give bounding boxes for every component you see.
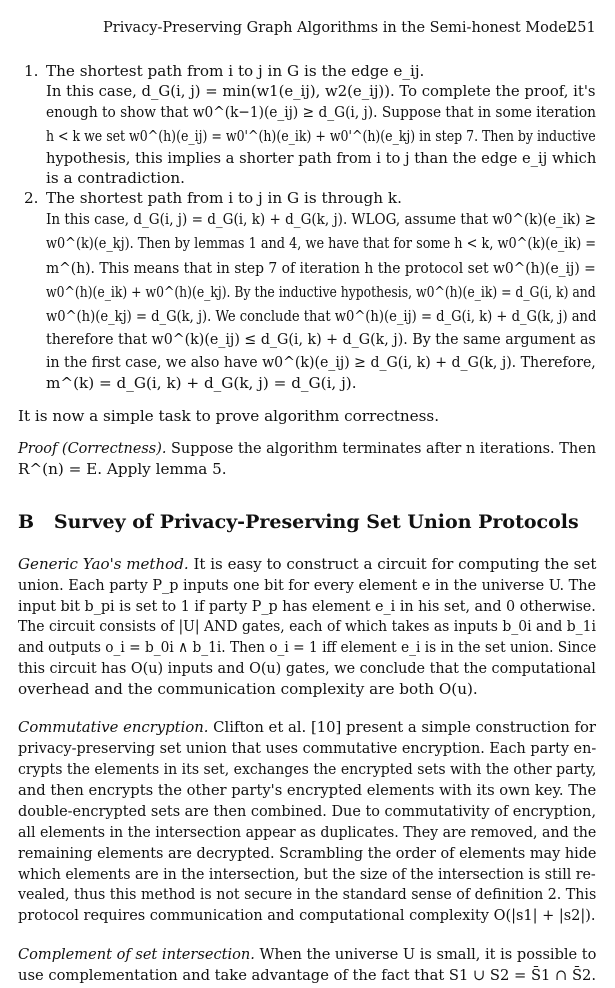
paragraph-lead: Generic Yao's method. xyxy=(18,555,189,573)
paragraph-line: union. Each party P_p inputs one bit for every element e in the universe U. The xyxy=(18,576,597,594)
item-line: w0^(k)(e_kj). Then by lemmas 1 and 4, we have that for some h < k, w0^(k)(e_ik) = xyxy=(46,234,597,252)
page-number: 251 xyxy=(568,20,596,36)
paragraph-line: and then encrypts the other party's encrypted elements with its own key. The xyxy=(18,781,597,799)
paragraph-line: which elements are in the intersection, but the size of the intersection is still re- xyxy=(18,865,596,883)
item-line: In this case, d_G(i, j) = min(w1(e_ij), w2(e_ij)). To complete the proof, it's xyxy=(46,82,596,100)
item-number: 1. xyxy=(24,62,39,80)
item-line: m^(k) = d_G(i, k) + d_G(k, j) = d_G(i, j). xyxy=(46,374,357,392)
item-line: w0^(h)(e_ik) + w0^(h)(e_kj). By the inductive hypothesis, w0^(h)(e_ik) = d_G(i, k) and xyxy=(46,283,596,301)
item-line: In this case, d_G(i, j) = d_G(i, k) + d_G(k, j). WLOG, assume that w0^(k)(e_ik) ≥ xyxy=(46,210,597,228)
proof-text: R^(n) = E. Apply lemma 5. xyxy=(18,460,227,478)
item-line: enough to show that w0^(k−1)(e_ij) ≥ d_G(i, j). Suppose that in some iteration xyxy=(46,103,596,121)
paragraph-line: protocol requires communication and computational complexity O(|s1| + |s2|). xyxy=(18,906,596,924)
item-line: The shortest path from i to j in G is through k. xyxy=(46,189,402,207)
item-line: therefore that w0^(k)(e_ij) ≤ d_G(i, k) + d_G(k, j). By the same argument as xyxy=(46,330,596,348)
running-title: Privacy-Preserving Graph Algorithms in the Semi-honest Model xyxy=(103,20,572,36)
section-heading xyxy=(18,510,579,534)
proof-label: Proof (Correctness). xyxy=(18,439,167,457)
paragraph-line: overhead and the communication complexity are both O(u). xyxy=(18,680,478,698)
paragraph-line: remaining elements are decrypted. Scrambling the order of elements may hide xyxy=(18,844,597,862)
paragraph-line: and outputs o_i = b_0i ∧ b_1i. Then o_i = 1 iff element e_i is in the set union. Since xyxy=(18,638,597,656)
paragraph-text: It is easy to construct a circuit for computing the set xyxy=(193,555,597,573)
section-title: Survey of Privacy-Preserving Set Union Protocols xyxy=(53,511,579,533)
item-line: m^(h). This means that in step 7 of iteration h the protocol set w0^(h)(e_ij) = xyxy=(46,259,596,277)
paragraph-text: When the universe U is small, it is possible to xyxy=(259,945,597,963)
item-line: in the first case, we also have w0^(k)(e_ij) ≥ d_G(i, k) + d_G(k, j). Therefore, xyxy=(46,353,596,371)
paragraph-text: Clifton et al. [10] present a simple construction for xyxy=(213,718,596,736)
paragraph-line: all elements in the intersection appear as duplicates. They are removed, and the xyxy=(18,823,597,841)
paragraph-lead: Complement of set intersection. xyxy=(18,945,255,963)
item-line: The shortest path from i to j in G is the edge e_ij. xyxy=(46,62,425,80)
paragraph-line: this circuit has O(u) inputs and O(u) gates, we conclude that the computational xyxy=(18,659,596,677)
paragraph-line: The circuit consists of |U| AND gates, each of which takes as inputs b_0i and b_1i xyxy=(18,617,596,635)
item-line: is a contradiction. xyxy=(46,169,186,187)
paragraph-line: crypts the elements in its set, exchanges the encrypted sets with the other party, xyxy=(18,760,597,778)
paragraph-line: input bit b_pi is set to 1 if party P_p has element e_i in his set, and 0 otherwise. xyxy=(18,597,596,615)
paragraph-line xyxy=(18,554,596,574)
proof-text: Suppose the algorithm terminates after n iterations. Then xyxy=(171,439,596,457)
proof-correctness-line xyxy=(18,438,596,458)
paragraph-line xyxy=(18,717,596,737)
paragraph-line: privacy-preserving set union that uses commutative encryption. Each party en- xyxy=(18,739,597,757)
section-number: B xyxy=(18,511,35,533)
item-line: hypothesis, this implies a shorter path from i to j than the edge e_ij which xyxy=(46,149,597,167)
paragraph-line: use complementation and take advantage of the fact that S1 ∪ S2 = S̄1 ∩ S̄2. xyxy=(18,966,597,984)
item-line: w0^(h)(e_kj) = d_G(k, j). We conclude that w0^(h)(e_ij) = d_G(i, k) + d_G(k, j) and xyxy=(46,307,597,325)
paragraph-line: vealed, thus this method is not secure in the standard sense of definition 2. This xyxy=(18,885,597,903)
item-line: h < k we set w0^(h)(e_ij) = w0'^(h)(e_ik) + w0'^(h)(e_kj) in step 7. Then by inductive xyxy=(46,127,596,145)
paragraph-line xyxy=(18,944,596,964)
item-number: 2. xyxy=(24,189,39,207)
paragraph-line: double-encrypted sets are then combined. Due to commutativity of encryption, xyxy=(18,802,597,820)
paragraph-lead: Commutative encryption. xyxy=(18,718,209,736)
body-sentence: It is now a simple task to prove algorithm correctness. xyxy=(18,407,440,425)
